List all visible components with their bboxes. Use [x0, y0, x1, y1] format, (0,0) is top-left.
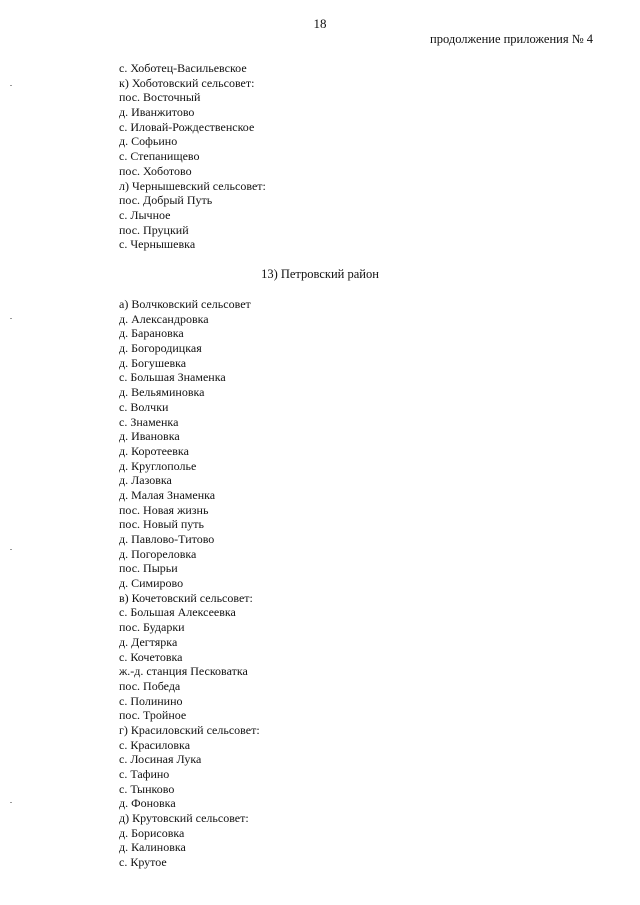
scan-margin-mark: [10, 318, 12, 319]
list-item: а) Волчковский сельсовет: [119, 297, 251, 311]
list-item: пос. Бударки: [119, 620, 185, 635]
list-item: пос. Новый путь: [119, 517, 205, 532]
list-item: с. Хоботец-Васильевское: [119, 61, 247, 75]
list-item: пос. Хоботово: [119, 163, 192, 178]
list-item: с. Полинино: [119, 693, 183, 708]
list-item: д. Иванжитово: [119, 105, 195, 120]
list-item: д. Лазовка: [119, 473, 172, 488]
list-item: л) Чернышевский сельсовет:: [119, 178, 266, 193]
page-number: 18: [313, 16, 327, 31]
list-item: д. Круглополье: [119, 458, 197, 473]
list-item: д. Вельяминовка: [119, 385, 205, 400]
list-item: с. Лычное: [119, 207, 171, 222]
list-item: пос. Пруцкий: [119, 222, 189, 237]
list-item: с. Крутое: [119, 855, 167, 870]
list-item: пос. Новая жизнь: [119, 502, 209, 517]
list-item: с. Волчки: [119, 399, 169, 414]
list-item: пос. Пырьи: [119, 561, 178, 576]
list-item: с. Чернышевка: [119, 237, 196, 252]
list-item: с. Знаменка: [119, 414, 179, 429]
list-item: д. Богородицкая: [119, 341, 202, 356]
list-item: с. Тынково: [119, 781, 175, 796]
list-item: д. Симирово: [119, 576, 184, 591]
list-item: с. Тафино: [119, 767, 170, 781]
list-item: г) Красиловский сельсовет:: [119, 722, 260, 737]
list-item: с. Красиловка: [119, 737, 191, 752]
list-item: д. Фоновка: [119, 796, 176, 811]
list-item: д. Александровка: [119, 311, 209, 326]
list-item: с. Большая Алексеевка: [119, 605, 236, 620]
appendix-continuation-note: продолжение приложения № 4: [430, 32, 593, 46]
list-item: с. Лосиная Лука: [119, 752, 202, 767]
list-item: к) Хоботовский сельсовет:: [119, 75, 255, 90]
list-item: с. Большая Знаменка: [119, 370, 226, 385]
list-item: д. Ивановка: [119, 429, 180, 444]
scan-margin-mark: [10, 85, 12, 86]
list-item: д. Погореловка: [119, 546, 197, 561]
list-item: с. Кочетовка: [119, 649, 183, 664]
list-item: д. Софьино: [119, 134, 178, 149]
list-item: пос. Восточный: [119, 90, 201, 105]
list-item: пос. Победа: [119, 678, 181, 693]
continued-settlement-list: [119, 61, 266, 252]
scan-margin-mark: [10, 549, 12, 550]
district-heading: 13) Петровский район: [261, 267, 379, 281]
list-item: д. Коротеевка: [119, 443, 189, 458]
list-item: в) Кочетовский сельсовет:: [119, 590, 253, 605]
list-item: д. Богушевка: [119, 355, 187, 370]
list-item: д. Павлово-Титово: [119, 532, 215, 546]
district-settlement-list: [119, 297, 260, 870]
list-item: с. Степанищево: [119, 149, 200, 164]
list-item: д. Борисовка: [119, 825, 185, 840]
list-item: д. Барановка: [119, 326, 184, 341]
scan-margin-mark: [10, 802, 12, 803]
list-item: д) Крутовский сельсовет:: [119, 811, 249, 826]
list-item: пос. Тройное: [119, 708, 187, 723]
list-item: с. Иловай-Рождественское: [119, 119, 255, 134]
list-item: пос. Добрый Путь: [119, 193, 213, 208]
list-item: ж.-д. станция Песковатка: [119, 664, 248, 679]
list-item: д. Дегтярка: [119, 634, 178, 649]
list-item: д. Малая Знаменка: [119, 487, 216, 502]
list-item: д. Калиновка: [119, 840, 186, 855]
